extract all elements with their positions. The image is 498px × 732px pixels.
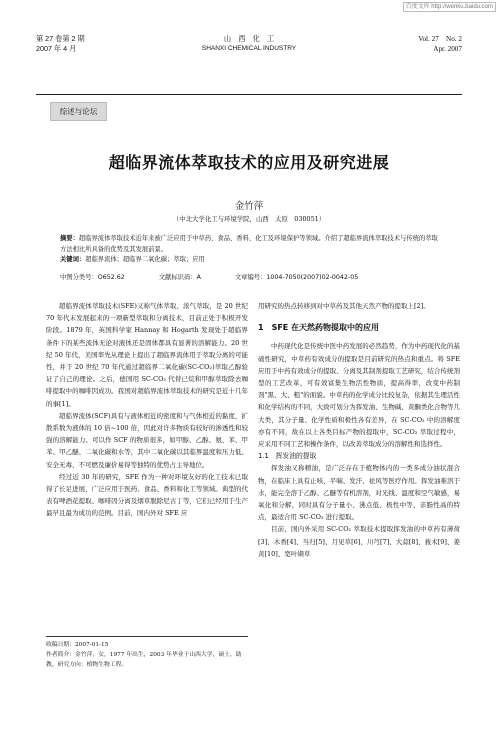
date-cn: 2007 年 4 月 xyxy=(36,44,77,53)
journal-name-cn: 山 西 化 工 xyxy=(223,34,275,43)
body-paragraph: 超临界流体(SCF)具有与液体相近的密度和与气体相近的黏度，扩散系数为液体的 10 倍~100 倍，因此对许多物质有较好的渗透性和较强的溶解能力。可以作 SCF 的物质很多，如甲醇、乙醇、氨、苯、甲苯、甲乙醚、二氧化碳和水等，其中二氧化碳以其临界温度和压力低、安全无毒、不可燃及廉价易得等独特的优势占主导地位。 xyxy=(46,411,248,469)
document-code: 文献标识码：A xyxy=(158,274,201,281)
classification-line xyxy=(60,272,438,281)
clc-number: 中图分类号：O652.62 xyxy=(60,274,125,281)
footnote xyxy=(46,636,248,670)
watermark: 百度文库 http://wenku.baidu.com xyxy=(403,2,496,12)
keywords-label: 关键词： xyxy=(60,256,86,263)
left-column xyxy=(46,300,248,520)
header-rule xyxy=(36,94,462,95)
body-paragraph: 经过近 30 年的研究，SFE 作为一种对环境友好的化工技术已取得了长足进展，广泛应用于医药、食品、香料和化工等领域。典型的代表有啤酒花提取、咖啡因分离及烟草脱除尼古丁等，它们已经用于生产最早且最为成功的范例。目前，国内外对 SFE 应 xyxy=(46,472,248,518)
header-right xyxy=(418,34,462,54)
abstract-line xyxy=(60,234,438,255)
body-paragraph: 超临界流体萃取技术(SFE)又称气体萃取、浓气萃取，是 20 世纪 70 年代末发展起来的一项新型萃取和分离技术，目前正处于积极开发阶段。1879 年，英国科学家 Hannay 和 Hogarth 发现处于超临界条件下的某些流体无论对液体还是固体都具有显著的溶解能力。20 世纪 50 年代，美国率先从理论上提出了超临界流体用于萃取分离的可能性，并于 20 世纪 70 年代通过超临界二氧化碳(SC-CO₂)萃取乙醇验证了自己的理论。之后，德国用 SC-CO₂ 代替已烷和甲醇萃取除去咖啡提取中的咖啡因成功。我国对超临界流体萃取技术的研究是近十几年的事[1]。 xyxy=(46,302,248,408)
date-en: Apr. 2007 xyxy=(433,45,462,53)
body-paragraph: 目前，国内外采用 SC-CO₂ 萃取技术提取挥发油的中草药有薄荷[3]、木香[4]、当归[5]、月见草[6]、川芎[7]、大蒜[8]、莪术[9]、姜黄[10]、宽叶缬草 xyxy=(258,525,460,558)
journal-name-en: SHANXI CHEMICAL INDUSTRY xyxy=(201,45,297,52)
affiliation: （中北大学化工与环境学院，山西 太原 030051） xyxy=(172,215,326,223)
received-date: 收稿日期：2007-01-15 xyxy=(46,642,109,648)
body-paragraph: 挥发油又称精油，是广泛存在于植物体内的一类多成分油状混合物，在临床上具有止咳、平喘、发汗、祛风等医疗作用。挥发油难溶于水，能完全溶于乙醇、乙醚等有机溶剂，对光线、温度和空气敏感，易氧化和分解，同时具有分子量小、沸点低、极性中等、亲脂性高的特点，最适合用 SC-CO₂ 进行提取。 xyxy=(258,464,460,522)
volume-issue-en: Vol. 27 No. 2 xyxy=(418,35,462,43)
subsection-heading: 1.1 挥发油的提取 xyxy=(258,452,317,461)
journal-header xyxy=(36,34,462,80)
article-id: 文章编号：1004-7050(2007)02-0042-05 xyxy=(234,274,359,281)
body-paragraph: 用研究的热点转移到对中草药及其他天然产物的提取上[2]。 xyxy=(258,302,430,310)
column-tag: 综述与论坛 xyxy=(50,102,107,121)
keywords-line xyxy=(60,255,438,266)
abstract-text: 超临界流体萃取技术近年来被广泛应用于中草药、食品、香料、化工及环境保护等领域。介绍了超临界流体萃取技术与传统的萃取方法相比所具备的优势及其发展前景。 xyxy=(60,235,438,253)
right-column xyxy=(258,300,460,560)
keywords-text: 超临界流体；超临界二氧化碳；萃取；应用 xyxy=(85,256,205,263)
section-heading: 1 SFE 在天然药物提取中的应用 xyxy=(258,323,380,333)
abstract-label: 摘要： xyxy=(60,235,79,242)
article-title: 超临界流体萃取技术的应用及研究进展 xyxy=(108,153,390,172)
volume-issue-cn: 第 27 卷第 2 期 xyxy=(36,34,85,43)
header-center xyxy=(36,34,462,54)
body-paragraph: 中药现代化是传统中医中药发展的必然趋势，作为中药现代化的基础性研究，中草药有效成分的提取是目前研究的热点和重点。将 SFE 应用于中药有效成分的提取、分离及其制剂提取工艺研究，结合传统剂型的工艺改革，可有效富集生物活性物质，提高得率，改变中药制剂"黑、大、粗"的面貌。中草药的化学成分比较复杂，依据其生理活性和化学结构的不同，大致可划分为挥发油、生物碱、黄酮类化合物等几大类，其分子量、化学性质和极性各有差异，在 SC-CO₂ 中的溶解度亦有不同，故在以上各类目标产物的提取中，SC-CO₂ 萃取过程中，应采用不同工艺和操作条件，以改善萃取成分的溶解性和选择性。 xyxy=(258,342,460,449)
author-bio: 作者简介：金竹萍，女，1977 年出生，2003 年毕业于山西大学，硕士，助教。研究方向：植物生物工程。 xyxy=(46,652,242,668)
author: 金竹萍 xyxy=(234,201,264,212)
abstract xyxy=(60,234,438,266)
